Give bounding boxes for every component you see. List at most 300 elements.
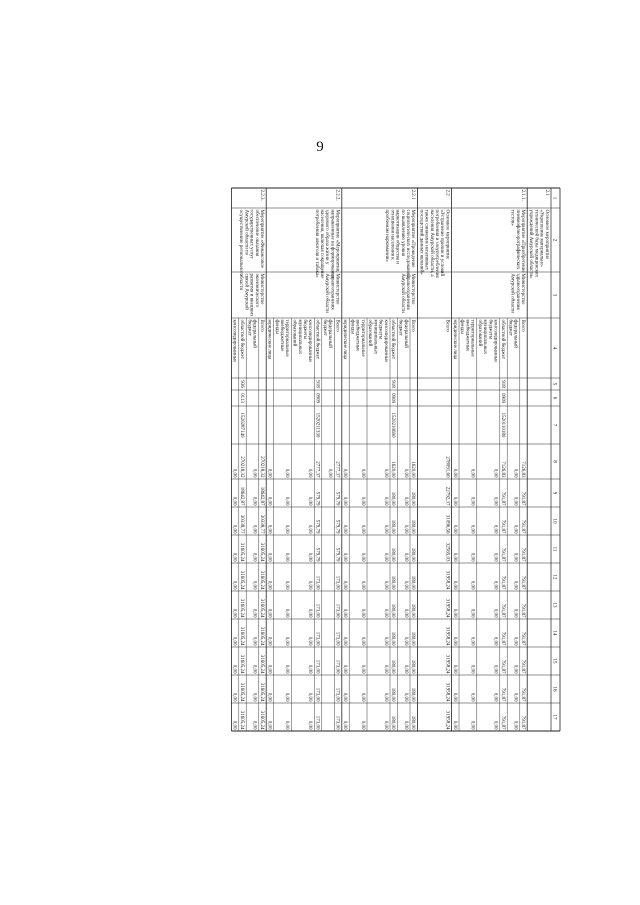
amount-cell: 0,00	[512, 552, 518, 562]
amount-cell: 0,00	[251, 552, 257, 562]
header-col-number: 14	[551, 630, 557, 636]
amount-cell: 31958,24	[444, 598, 450, 618]
funding-source-line: Всего	[410, 319, 416, 332]
amount-cell: 0,00	[469, 524, 475, 534]
funding-source-line: бюджеты	[377, 319, 383, 340]
event-name-line: пневмофлюорографических	[514, 209, 520, 270]
amount-cell: 0,00	[402, 496, 408, 506]
funding-source-line: муниципальных	[482, 319, 488, 355]
amount-cell: 0,00	[342, 580, 347, 590]
amount-cell: 31605,24	[239, 710, 244, 730]
amount-cell: 270218,32	[259, 456, 264, 478]
amount-cell: 0,00	[307, 692, 313, 702]
amount-cell: 0,00	[359, 664, 365, 674]
event-name-line: государственных услуг	[248, 209, 254, 259]
amount-cell: 173,00	[334, 575, 340, 590]
amount-cell: 18642,87	[259, 486, 264, 506]
code-csr: 1520211330	[314, 412, 320, 438]
amount-cell: 180,00	[410, 519, 416, 534]
amount-cell: 791,87	[500, 519, 505, 534]
header-col-number: 2	[551, 238, 557, 242]
amount-cell: 0,00	[266, 468, 272, 478]
funding-source-line: муниципальных	[372, 319, 378, 355]
amount-cell: 0,00	[469, 468, 475, 478]
funding-source-line: образований	[477, 319, 482, 347]
amount-cell: 30338,77	[259, 514, 264, 534]
amount-cell: 0,00	[451, 664, 457, 674]
section-number: 2.2.3.	[259, 189, 264, 201]
amount-cell: 18642,87	[239, 486, 244, 506]
amount-cell: 278091,60	[444, 456, 450, 478]
code-rzpr: 0909	[390, 393, 396, 403]
amount-cell: 0,00	[231, 664, 237, 674]
header-col-number: 1	[551, 196, 557, 200]
amount-cell: 0,00	[266, 580, 272, 590]
amount-cell: 0,00	[231, 496, 237, 506]
executor-name-line: здравоохранения	[329, 273, 335, 310]
amount-cell: 0,00	[284, 720, 290, 730]
event-name-line: Мероприятие «Проведение	[410, 209, 416, 268]
amount-cell: 0,00	[451, 692, 457, 702]
amount-cell: 0,00	[512, 636, 518, 646]
funding-source-line: консолидированные	[307, 319, 313, 363]
amount-cell: 0,00	[382, 496, 388, 506]
amount-cell: 0,00	[402, 636, 408, 646]
amount-cell: 0,00	[451, 636, 457, 646]
amount-cell: 0,00	[342, 496, 347, 506]
amount-cell: 0,00	[251, 664, 257, 674]
amount-cell: 180,00	[410, 631, 416, 646]
event-name-line: Основное мероприятие	[444, 209, 450, 260]
amount-cell: 0,00	[342, 608, 347, 618]
funding-source-line: бюджеты	[487, 319, 493, 340]
code-csr: 1520287140	[239, 412, 244, 438]
amount-cell: 791,87	[520, 603, 525, 618]
amount-cell: 0,00	[382, 552, 388, 562]
amount-cell: 0,00	[492, 468, 498, 478]
event-name-line: также снижение негативных	[423, 209, 429, 271]
amount-cell: 173,00	[334, 715, 340, 730]
amount-cell: 0,00	[307, 664, 313, 674]
amount-cell: 0,00	[284, 468, 290, 478]
amount-cell: 0,00	[512, 664, 518, 674]
header-col-number: 3	[551, 293, 557, 297]
executor-name-line: Министерство	[410, 273, 416, 305]
executor-name-line: развития и внешних	[248, 273, 254, 317]
amount-cell: 180,00	[410, 491, 416, 506]
amount-cell: 0,00	[492, 664, 498, 674]
header-col-number: 9	[551, 491, 557, 495]
amount-cell: 791,87	[520, 715, 525, 730]
amount-cell: 22792,37	[444, 486, 450, 506]
code-grbs: 918	[314, 380, 320, 388]
executor-name-line: Амурской области	[399, 273, 405, 313]
amount-cell: 0,00	[284, 524, 290, 534]
amount-cell: 791,87	[520, 687, 525, 702]
amount-cell: 7126,83	[520, 461, 525, 478]
amount-cell: 0,00	[402, 692, 408, 702]
amount-cell: 0,00	[266, 692, 272, 702]
funding-source-line: бюджет	[322, 319, 327, 336]
amount-cell: 180,00	[410, 687, 416, 702]
amount-cell: 31958,24	[444, 626, 450, 646]
amount-cell: 173,00	[334, 687, 340, 702]
amount-cell: 0,00	[492, 524, 498, 534]
amount-cell: 173,00	[314, 715, 320, 730]
amount-cell: 31605,24	[259, 598, 264, 618]
funding-source-line: бюджет	[246, 319, 252, 336]
amount-cell: 0,00	[451, 468, 457, 478]
amount-cell: 0,00	[451, 608, 457, 618]
amount-cell: 31605,24	[259, 570, 264, 590]
amount-cell: 0,00	[342, 664, 347, 674]
amount-cell: 31605,24	[239, 654, 244, 674]
event-name-line: отношения населения к	[389, 209, 395, 260]
section-number: 2.1	[543, 189, 549, 196]
amount-cell: 0,00	[492, 720, 498, 730]
amount-cell: 180,00	[390, 687, 396, 702]
executor-name-line: Министерство	[334, 273, 340, 305]
amount-cell: 31096,56	[444, 514, 450, 534]
funding-source-line: территориальные	[359, 319, 365, 357]
amount-cell: 0,00	[266, 664, 272, 674]
amount-cell: 0,00	[231, 692, 237, 702]
amount-cell: 0,00	[402, 524, 408, 534]
amount-cell: 180,00	[410, 715, 416, 730]
page-number: 9	[316, 139, 324, 155]
amount-cell: 1620,00	[410, 461, 416, 478]
amount-cell: 0,00	[512, 608, 518, 618]
amount-cell: 791,87	[520, 519, 525, 534]
executor-name-line: здравоохранения	[514, 273, 520, 310]
amount-cell: 0,00	[327, 468, 333, 478]
amount-cell: 180,00	[390, 519, 396, 534]
amount-cell: 0,00	[451, 524, 457, 534]
amount-cell: 0,00	[359, 580, 365, 590]
amount-cell: 791,87	[500, 659, 505, 674]
amount-cell: 791,87	[500, 631, 505, 646]
amount-cell: 0,00	[359, 468, 365, 478]
amount-cell: 0,00	[359, 720, 365, 730]
event-name-line: последствий данных явлений»	[418, 209, 424, 275]
amount-cell: 0,00	[469, 608, 475, 618]
amount-cell: 2777,37	[314, 461, 320, 478]
header-col-number: 4	[551, 346, 557, 350]
amount-cell: 0,00	[469, 720, 475, 730]
amount-cell: 791,87	[520, 575, 525, 590]
amount-cell: 0,00	[402, 608, 408, 618]
funding-source-line: юридические лица	[451, 319, 457, 360]
amount-cell: 0,00	[284, 636, 290, 646]
executor-name-line: области	[238, 273, 244, 291]
event-name-line: учреждений Амурской области»	[528, 209, 534, 279]
amount-cell: 31605,24	[239, 598, 244, 618]
amount-cell: 0,00	[266, 720, 272, 730]
amount-cell: 31958,24	[444, 710, 450, 730]
amount-cell: 0,00	[307, 720, 313, 730]
amount-cell: 0,00	[284, 580, 290, 590]
amount-cell: 0,00	[402, 720, 408, 730]
amount-cell: 791,87	[500, 603, 505, 618]
header-col-number: 13	[551, 602, 557, 608]
amount-cell: 0,00	[251, 496, 257, 506]
amount-cell: 791,87	[500, 575, 505, 590]
amount-cell: 0,00	[266, 552, 272, 562]
event-name-line: здорового образа жизни у	[324, 209, 330, 265]
event-name-line: населения Амурской области, а	[428, 209, 434, 277]
amount-cell: 180,00	[390, 603, 396, 618]
amount-cell: 0,00	[307, 552, 313, 562]
event-name-line: по выявлению уровня	[399, 209, 405, 257]
amount-cell: 0,00	[469, 552, 475, 562]
amount-cell: 0,00	[266, 636, 272, 646]
funding-source-line: фонды	[459, 319, 465, 334]
amount-cell: 0,00	[284, 608, 290, 618]
amount-cell: 32565,03	[444, 542, 450, 562]
amount-cell: 0,00	[402, 580, 408, 590]
amount-cell: 0,00	[382, 720, 388, 730]
table-rotated-group	[231, 188, 560, 731]
header-col-number: 8	[551, 460, 557, 463]
amount-cell: 0,00	[451, 552, 457, 562]
funding-source-line: Всего	[259, 319, 264, 332]
funding-source-line: образований	[291, 319, 297, 347]
funding-source-line: федеральный	[512, 319, 518, 348]
amount-cell: 0,00	[402, 552, 408, 562]
amount-cell: 579,79	[334, 547, 340, 562]
amount-cell: 31958,24	[444, 654, 450, 674]
header-col-number: 16	[551, 686, 557, 692]
funding-source-line: федеральный	[402, 319, 408, 348]
funding-source-line: юридические лица	[266, 319, 272, 360]
amount-cell: 0,00	[359, 496, 365, 506]
amount-cell: 0,00	[492, 552, 498, 562]
funding-source-line: областной бюджет	[314, 319, 320, 360]
event-name-line: наркотизации общества и	[394, 209, 400, 264]
amount-cell: 31605,24	[239, 570, 244, 590]
header-col-number: 7	[551, 423, 557, 427]
amount-cell: 0,00	[231, 580, 237, 590]
amount-cell: 0,00	[231, 552, 237, 562]
amount-cell: 0,00	[266, 496, 272, 506]
amount-cell: 31605,24	[239, 542, 244, 562]
amount-cell: 791,87	[520, 659, 525, 674]
amount-cell: 0,00	[307, 636, 313, 646]
amount-cell: 0,00	[382, 636, 388, 646]
amount-cell: 0,00	[402, 468, 408, 478]
header-col-number: 10	[551, 518, 557, 524]
code-csr: 1520210690	[390, 412, 396, 438]
amount-cell: 31605,24	[259, 626, 264, 646]
amount-cell: 0,00	[342, 720, 347, 730]
amount-cell: 31605,24	[259, 710, 264, 730]
amount-cell: 0,00	[231, 636, 237, 646]
amount-cell: 173,00	[314, 687, 320, 702]
amount-cell: 180,00	[410, 547, 416, 562]
funding-source-line: федеральный	[327, 319, 333, 348]
funding-source-line: территориальные	[284, 319, 290, 357]
amount-cell: 0,00	[382, 608, 388, 618]
amount-cell: 180,00	[390, 659, 396, 674]
event-name-line: Мероприятие «Финансовое	[259, 209, 264, 269]
amount-cell: 0,00	[284, 496, 290, 506]
amount-cell: 0,00	[382, 524, 388, 534]
event-name-line: проблемам наркомании»	[384, 209, 390, 262]
amount-cell: 180,00	[390, 575, 396, 590]
code-grbs: 936	[239, 380, 244, 388]
amount-cell: 579,79	[314, 491, 320, 506]
amount-cell: 7126,83	[500, 461, 505, 478]
amount-cell: 0,00	[251, 580, 257, 590]
amount-cell: 0,00	[284, 692, 290, 702]
code-rzpr: 0909	[314, 393, 320, 403]
amount-cell: 791,87	[500, 547, 505, 562]
event-name-line: «Укрепление материально-	[538, 209, 544, 268]
amount-cell: 173,00	[314, 575, 320, 590]
amount-cell: 31605,24	[259, 654, 264, 674]
amount-cell: 0,00	[251, 692, 257, 702]
executor-name-line: экономического	[253, 273, 259, 308]
amount-cell: 1620,00	[390, 461, 396, 478]
event-name-line: тестов»	[509, 209, 515, 226]
section-number: 2.2.2.	[334, 189, 340, 201]
funding-source-line: областной бюджет	[390, 319, 396, 360]
amount-cell: 579,79	[334, 519, 340, 534]
amount-cell: 0,00	[359, 552, 365, 562]
amount-cell: 180,00	[410, 659, 416, 674]
section-number: 2.2.1	[410, 189, 416, 200]
event-name-line: технической базы медицинских	[533, 209, 539, 278]
funding-source-line: областной бюджет	[500, 319, 505, 360]
event-name-line: Мероприятие «Приобретение	[520, 209, 525, 273]
executor-name-line: Амурской области	[509, 273, 515, 313]
amount-cell: 0,00	[492, 692, 498, 702]
amount-cell: 0,00	[342, 636, 347, 646]
amount-cell: 791,87	[520, 631, 525, 646]
code-rzpr: 0909	[500, 393, 505, 403]
funding-source-line: фонды	[349, 319, 355, 334]
amount-cell: 0,00	[382, 664, 388, 674]
amount-cell: 0,00	[382, 468, 388, 478]
header-col-number: 17	[551, 714, 557, 720]
funding-source-line: фонды	[273, 319, 279, 334]
header-col-number: 5	[551, 382, 557, 386]
amount-cell: 0,00	[492, 496, 498, 506]
amount-cell: 180,00	[410, 575, 416, 590]
amount-cell: 0,00	[451, 720, 457, 730]
funding-source-line: юридические лица	[342, 319, 347, 360]
amount-cell: 0,00	[512, 496, 518, 506]
amount-cell: 0,00	[251, 720, 257, 730]
funding-source-line: консолидированные	[382, 319, 388, 363]
amount-cell: 0,00	[266, 524, 272, 534]
executor-name-line: Министерство	[520, 273, 525, 305]
amount-cell: 0,00	[307, 524, 313, 534]
amount-cell: 180,00	[410, 603, 416, 618]
amount-cell: 31958,24	[444, 682, 450, 702]
amount-cell: 0,00	[307, 580, 313, 590]
amount-cell: 791,87	[500, 715, 505, 730]
funding-source-line: бюджет	[507, 319, 513, 336]
amount-cell: 173,00	[334, 603, 340, 618]
executor-name-line: Министерство	[259, 273, 264, 305]
executor-name-line: Амурской области	[324, 273, 330, 313]
amount-cell: 0,00	[307, 468, 313, 478]
header-col-number: 15	[551, 658, 557, 664]
header-col-number: 6	[551, 396, 557, 400]
amount-cell: 0,00	[307, 608, 313, 618]
amount-cell: 0,00	[251, 524, 257, 534]
amount-cell: 0,00	[512, 468, 518, 478]
amount-cell: 173,00	[314, 659, 320, 674]
code-rzpr: 0113	[239, 393, 244, 403]
amount-cell: 31605,24	[259, 542, 264, 562]
amount-cell: 0,00	[512, 524, 518, 534]
amount-cell: 0,00	[451, 496, 457, 506]
amount-cell: 0,00	[342, 692, 347, 702]
amount-cell: 0,00	[251, 636, 257, 646]
funding-source-line: Всего	[520, 319, 525, 332]
code-grbs: 918	[500, 380, 505, 388]
amount-cell: 0,00	[469, 496, 475, 506]
amount-cell: 31958,24	[444, 570, 450, 590]
amount-cell: 0,00	[284, 664, 290, 674]
executor-name-line: связей Амурской	[243, 273, 249, 310]
amount-cell: 0,00	[231, 608, 237, 618]
funding-source-line: бюджет	[397, 319, 403, 336]
amount-cell: 0,00	[251, 468, 257, 478]
event-name-line: социологических исследований	[405, 209, 410, 278]
amount-cell: 0,00	[469, 664, 475, 674]
amount-cell: 0,00	[451, 580, 457, 590]
amount-cell: 579,79	[334, 491, 340, 506]
amount-cell: 30338,77	[239, 514, 244, 534]
amount-cell: 0,00	[492, 608, 498, 618]
section-number: 2.2	[444, 189, 450, 196]
funding-source-line: образований	[367, 319, 373, 347]
amount-cell: 270218,32	[239, 456, 244, 478]
amount-cell: 31605,24	[259, 682, 264, 702]
amount-cell: 791,87	[500, 491, 505, 506]
amount-cell: 31605,24	[239, 682, 244, 702]
event-name-line: Амурской области по	[243, 209, 249, 256]
amount-cell: 173,00	[334, 631, 340, 646]
header-col-number: 11	[551, 546, 557, 552]
amount-cell: 0,00	[512, 720, 518, 730]
funding-source-line: бюджеты	[302, 319, 307, 340]
event-name-line: населения, включая сокращение	[319, 209, 324, 279]
amount-cell: 579,79	[314, 547, 320, 562]
event-name-line: направленные на формирование	[329, 209, 335, 279]
amount-cell: 0,00	[359, 636, 365, 646]
amount-cell: 0,00	[284, 552, 290, 562]
amount-cell: 0,00	[307, 496, 313, 506]
amount-cell: 173,00	[334, 659, 340, 674]
amount-cell: 0,00	[469, 692, 475, 702]
event-name-line: потребления алкоголя и табака»	[313, 209, 319, 278]
amount-cell: 0,00	[251, 608, 257, 618]
amount-cell: 0,00	[231, 468, 237, 478]
amount-cell: 0,00	[266, 608, 272, 618]
amount-cell: 180,00	[390, 631, 396, 646]
funding-source-line: территориальные	[469, 319, 475, 357]
amount-cell: 2777,37	[334, 461, 340, 478]
amount-cell: 173,00	[314, 603, 320, 618]
funding-source-line: Всего	[334, 319, 340, 332]
amount-cell: 0,00	[231, 524, 237, 534]
amount-cell: 0,00	[359, 608, 365, 618]
funding-source-line: муниципальных	[296, 319, 302, 355]
